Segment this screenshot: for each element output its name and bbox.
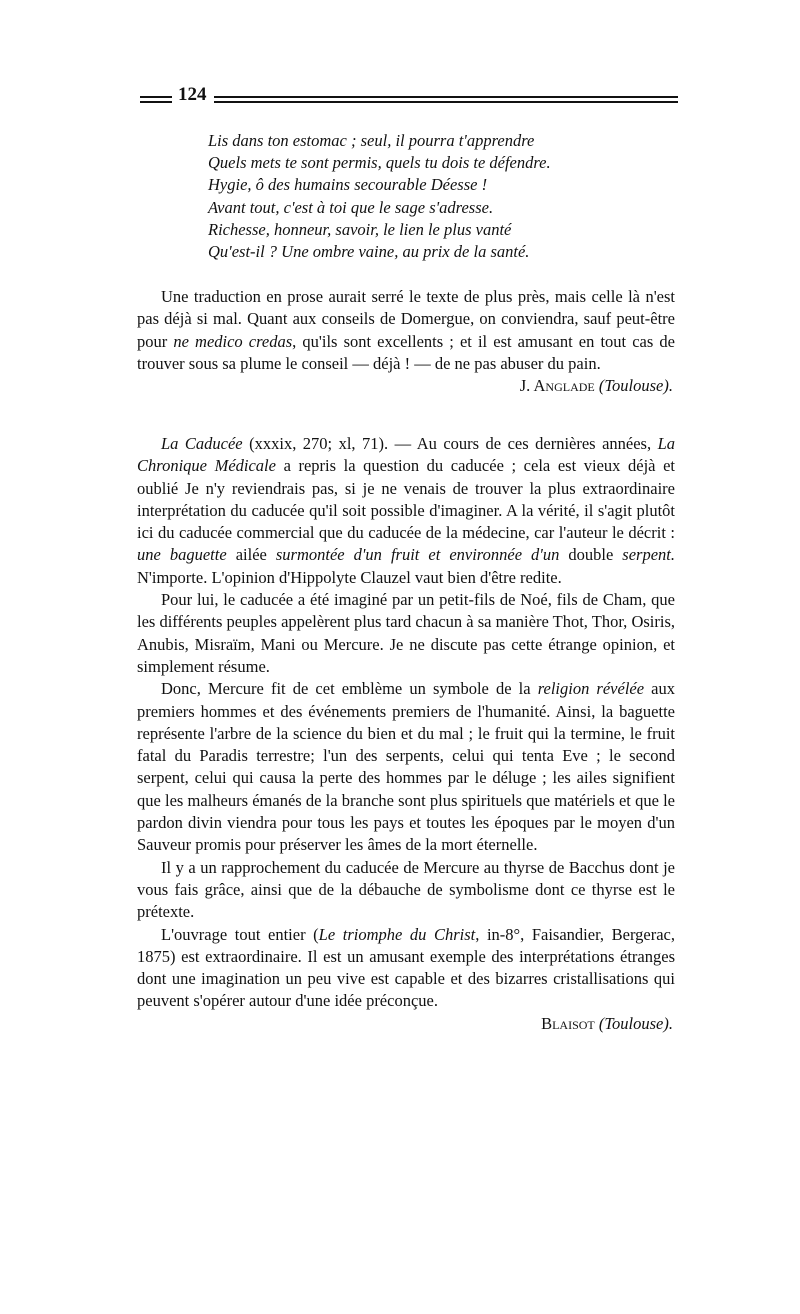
quoted-text: serpent. — [622, 545, 675, 565]
quoted-text: une baguette — [137, 545, 227, 565]
poem-quotation — [208, 130, 668, 263]
article-paragraph — [137, 924, 675, 1013]
header-rule-left — [140, 96, 172, 103]
signature — [137, 1013, 675, 1035]
book-title: Le triomphe du Christ — [318, 924, 476, 944]
article-paragraph: Pour lui, le caducée a été imaginé par un petit-fils de Noé, fils de Cham, que les différents peuples appelèrent plus tard chacun à sa manière Thot, Thor, Osiris, Anubis, Misraïm, Mani ou Mercure. Je ne discute pas cette étrange opinion, et simplement résume. — [137, 590, 675, 676]
journal-name: La Chronique Médicale — [137, 434, 675, 476]
poem-line: Qu'est-il ? Une ombre vaine, au prix de la santé. — [208, 242, 530, 262]
header-rule-right — [214, 96, 678, 103]
page-header — [140, 84, 678, 114]
signature-place: (Toulouse). — [598, 376, 673, 396]
poem-line: Hygie, ô des humains secourable Déesse ! — [208, 175, 488, 195]
text-run: Donc, Mercure fit de cet emblème un symbole de la — [161, 679, 538, 699]
text-run: (xxxix, 270; xl, 71). — Au cours de ces dernières années, — [242, 434, 658, 453]
text-run: , in-8°, Faisandier, Bergerac, 1875) est extraordinaire. Il est un amusant exemple des interprétations étranges dont une imagination un peu vive est capable et des bizarres cristallisations qui peuvent s'opérer autour d'une idée préconçue. — [137, 924, 675, 1011]
signature — [137, 375, 675, 397]
article-anglade — [137, 286, 675, 397]
poem-line: Lis dans ton estomac ; seul, il pourra t'apprendre — [208, 131, 535, 150]
article-paragraph: Il y a un rapprochement du caducée de Mercure au thyrse de Bacchus dont je vous fais grâce, ainsi que de la débauche de symbolisme dont ce thyrse est le prétexte. — [137, 857, 675, 922]
text-run: aux premiers hommes et des événements premiers de l'humanité. Ainsi, la baguette représente l'arbre de la science du bien et du mal ; le fruit qui la termine, le fruit fatal du Paradis terrestre; l'un des serpents, celui qui tenta Eve ; le second serpent, celui qui causa la perte des hommes par le déluge ; les ailes signifient que les malheurs émanés de la branche sont plus spirituels que matériels et que le pardon divin viendra pour tous les pays et toutes les époques par le moyen d'un Sauveur promis pour préserver les âmes de la mort éternelle. — [137, 679, 675, 855]
article-title: La Caducée — [161, 434, 243, 453]
text-run: double — [559, 545, 623, 565]
article-paragraph — [137, 286, 675, 375]
signature-name: J. Anglade — [519, 376, 595, 396]
text-run: N'importe. L'opinion d'Hippolyte Clauzel vaut bien d'être redite. — [137, 567, 562, 587]
article-paragraph — [137, 433, 675, 589]
text-run: Une traduction en prose aurait serré le texte de plus près, mais celle là n'est pas déjà si mal. Quant aux conseils de Domergue, on conviendra, sauf peut-être pour — [137, 287, 675, 351]
article-paragraph — [137, 678, 675, 856]
signature-name: Blaisot — [541, 1013, 595, 1033]
emphasized-text: religion révélée — [537, 679, 645, 699]
article-blaisot — [137, 433, 675, 1035]
poem-line: Quels mets te sont permis, quels tu dois te défendre. — [208, 153, 551, 173]
text-run: ailée — [226, 545, 276, 565]
page-number: 124 — [178, 84, 207, 105]
text-run: a repris la question du caducée ; cela est vieux déjà et oublié Je n'y reviendrais pas, si je ne venais de trouver la plus extraordinaire interprétation du caducée qu'il soit possible d'imaginer. A la vérité, il s'agit plutôt ici du caducée commercial que du caducée de la médecine, car l'auteur le décrit : — [137, 456, 675, 543]
text-run: , qu'ils sont excellents ; et il est amusant en tout cas de trouver sous sa plume le conseil — déjà ! — de ne pas abuser du pain. — [137, 331, 675, 373]
poem-line: Richesse, honneur, savoir, le lien le plus vanté — [208, 219, 512, 239]
latin-phrase: ne medico credas — [173, 331, 293, 351]
signature-place: (Toulouse). — [598, 1013, 673, 1033]
quoted-text: surmontée d'un fruit et environnée d'un — [275, 545, 560, 565]
text-run: L'ouvrage tout entier ( — [161, 924, 319, 944]
poem-line: Avant tout, c'est à toi que le sage s'adresse. — [208, 197, 494, 217]
